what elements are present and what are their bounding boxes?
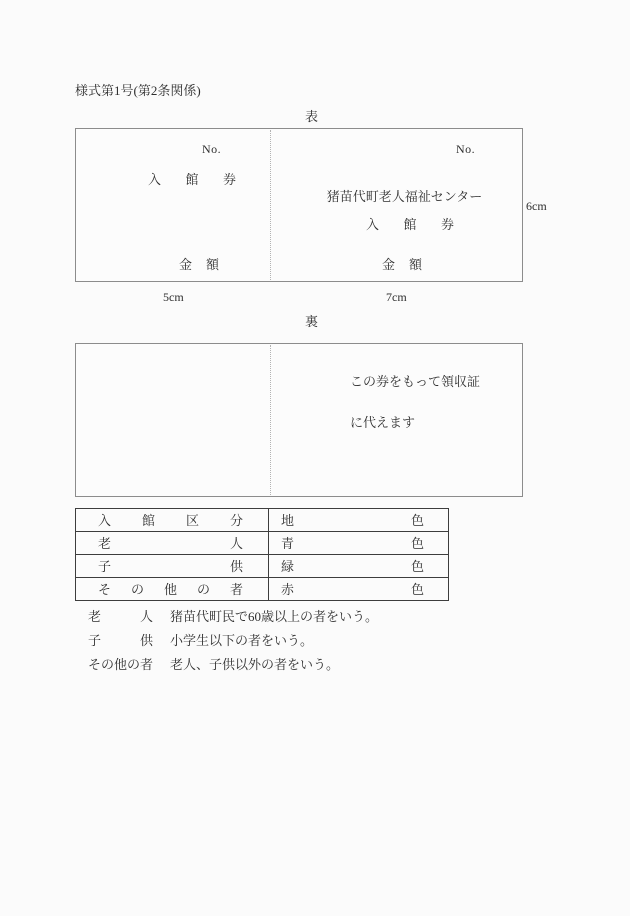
front-stub-title: 入 館 券 — [148, 172, 236, 187]
definition-term: 老 人 — [88, 609, 153, 624]
header-color-cell: 地 色 — [281, 512, 424, 528]
ticket-back-side-label: 裏 — [305, 314, 319, 329]
form-designation-label: 様式第1号(第2条関係) — [75, 83, 201, 98]
category-cell-other: そ の 他 の 者 — [98, 581, 243, 597]
perforation-dotted-line — [270, 345, 271, 495]
color-classification-table — [75, 508, 449, 601]
perforation-dotted-line — [270, 130, 271, 280]
table-header-row — [76, 509, 449, 532]
ticket-back-box — [75, 343, 523, 497]
front-main-title: 入 館 券 — [366, 217, 454, 232]
definition-description: 猪苗代町民で60歳以上の者をいう。 — [170, 609, 379, 624]
definition-description: 老人、子供以外の者をいう。 — [170, 656, 340, 672]
category-cell-elderly: 老 人 — [98, 535, 243, 551]
table-row — [76, 578, 449, 601]
front-main-number-label: No. — [456, 142, 476, 156]
ticket-front-side-label: 表 — [305, 109, 319, 124]
front-stub-number-label: No. — [202, 142, 222, 156]
dimension-main-width-label: 7cm — [386, 290, 407, 304]
definition-row-other — [88, 658, 378, 673]
color-cell-blue: 青 色 — [281, 535, 424, 551]
table-row — [76, 532, 449, 555]
front-stub-amount-label: 金 額 — [179, 257, 219, 272]
receipt-note-line1: この券をもって領収証 — [350, 374, 481, 389]
definitions-section — [88, 610, 378, 682]
color-cell-green: 緑 色 — [281, 558, 424, 574]
header-category-cell: 入 館 区 分 — [98, 512, 243, 528]
receipt-note-line2: に代えます — [350, 415, 416, 430]
definition-row-child — [88, 634, 378, 649]
definition-description: 小学生以下の者をいう。 — [170, 632, 314, 648]
definition-term: その他の者 — [88, 656, 154, 672]
dimension-height-label: 6cm — [526, 199, 547, 213]
color-cell-red: 赤 色 — [281, 581, 424, 597]
definition-term: 子 供 — [88, 632, 153, 648]
category-cell-child: 子 供 — [98, 558, 243, 574]
dimension-stub-width-label: 5cm — [163, 290, 184, 304]
front-main-amount-label: 金 額 — [382, 257, 422, 272]
facility-name: 猪苗代町老人福祉センター — [326, 189, 483, 204]
ticket-front-box — [75, 128, 523, 282]
table-row — [76, 555, 449, 578]
definition-row-elderly — [88, 610, 378, 625]
